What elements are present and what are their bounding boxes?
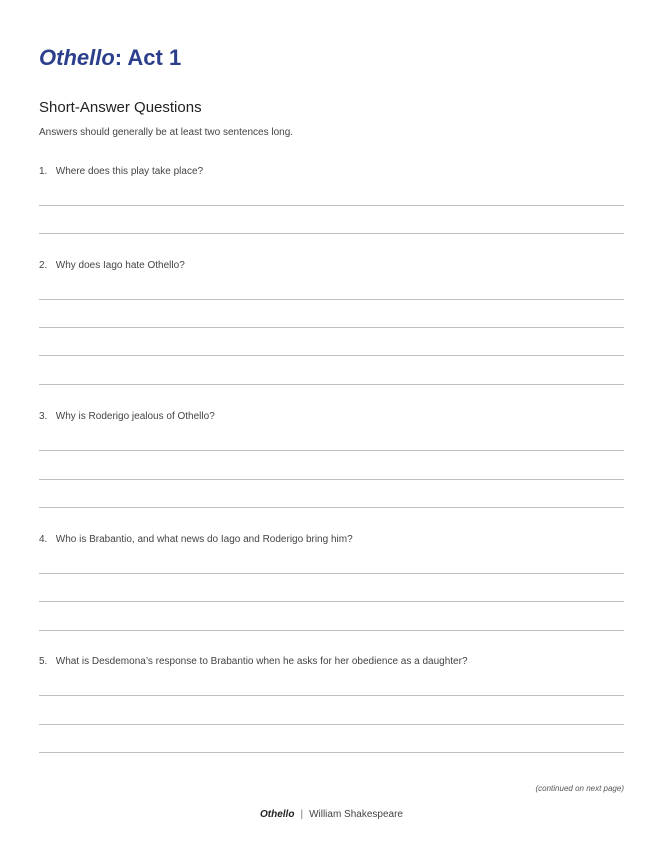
title-work: Othello [39, 45, 115, 70]
question-text: What is Desdemona’s response to Brabantio when he asks for her obedience as a daughter? [55, 656, 468, 667]
title-rest: : Act 1 [114, 45, 182, 70]
question-2 [39, 259, 624, 273]
page-footer [0, 808, 663, 822]
question-4 [39, 533, 624, 547]
instructions: Answers should generally be at least two sentences long. [39, 127, 294, 138]
answer-line[interactable] [39, 384, 624, 385]
continued-note: (continued on next page) [535, 784, 624, 793]
answer-line[interactable] [39, 479, 624, 480]
question-number: 5. [39, 656, 48, 667]
answer-line[interactable] [39, 450, 624, 451]
question-text: Where does this play take place? [55, 166, 204, 177]
question-number: 4. [39, 534, 48, 545]
answer-line[interactable] [39, 327, 624, 328]
question-1 [39, 165, 624, 179]
section-heading: Short-Answer Questions [39, 99, 202, 116]
question-3 [39, 410, 624, 424]
question-text: Why is Roderigo jealous of Othello? [55, 411, 215, 422]
footer-separator: | [300, 809, 304, 820]
answer-line[interactable] [39, 205, 624, 206]
question-number: 2. [39, 260, 48, 271]
answer-line[interactable] [39, 695, 624, 696]
footer-title: Othello [260, 809, 295, 820]
question-number: 3. [39, 411, 48, 422]
answer-line[interactable] [39, 724, 624, 725]
question-number: 1. [39, 166, 48, 177]
question-text: Why does Iago hate Othello? [55, 260, 185, 271]
footer-author: William Shakespeare [309, 809, 403, 820]
answer-line[interactable] [39, 299, 624, 300]
answer-line[interactable] [39, 507, 624, 508]
page-title [39, 44, 181, 72]
answer-line[interactable] [39, 233, 624, 234]
answer-line[interactable] [39, 601, 624, 602]
answer-line[interactable] [39, 630, 624, 631]
question-text: Who is Brabantio, and what news do Iago and Roderigo bring him? [55, 534, 353, 545]
question-5 [39, 655, 624, 669]
answer-line[interactable] [39, 752, 624, 753]
answer-line[interactable] [39, 355, 624, 356]
answer-line[interactable] [39, 573, 624, 574]
